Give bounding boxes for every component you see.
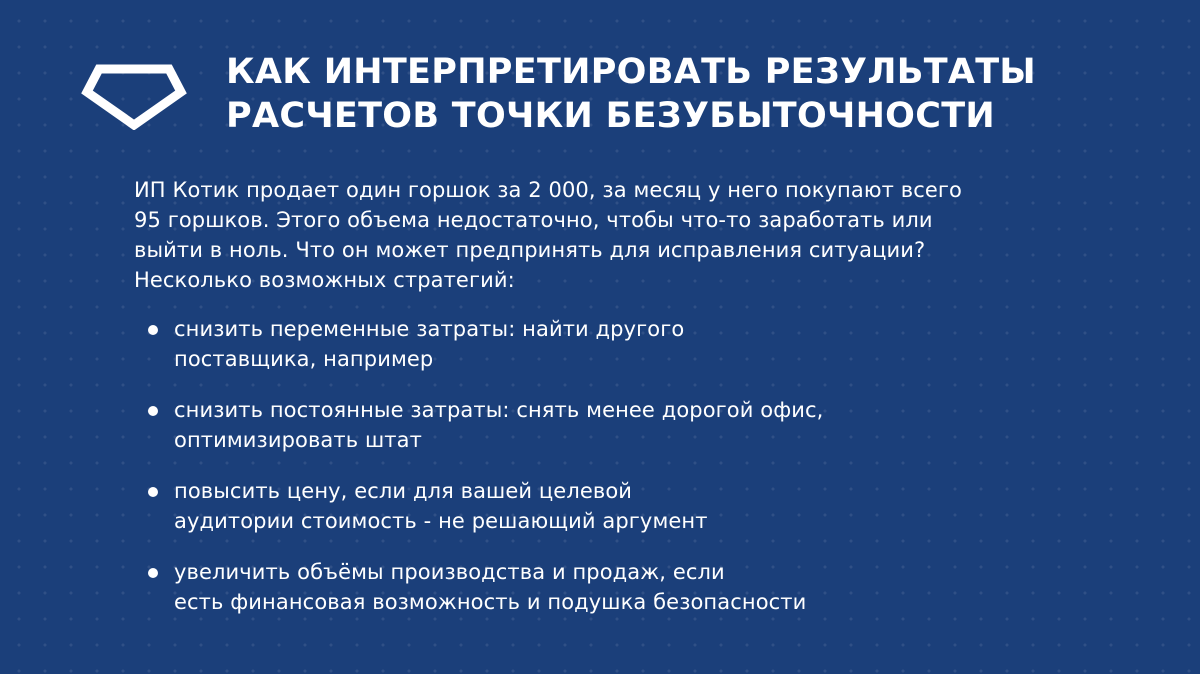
strategy-item [148,314,823,374]
page-title [226,50,1146,138]
strategy-text: оптимизировать штат [174,428,422,452]
intro-line: ИП Котик продает один горшок за 2 000, за месяц у него покупают всего [134,178,962,202]
diamond-logo-icon [80,62,188,130]
strategy-text: есть финансовая возможность и подушка безопасности [174,590,807,614]
strategy-text: снизить постоянные затраты: снять менее дорогой офис, [174,398,824,422]
strategy-item [148,476,823,536]
title-line-2: РАСЧЕТОВ ТОЧКИ БЕЗУБЫТОЧНОСТИ [226,96,995,136]
strategy-item [148,557,823,617]
intro-line: 95 горшков. Этого объема недостаточно, чтобы что-то заработать или [134,208,933,232]
intro-line: выйти в ноль. Что он может предпринять для исправления ситуации? [134,238,926,262]
strategy-text: снизить переменные затраты: найти другого [174,317,685,341]
bullet-dot-icon [148,406,158,416]
bullet-dot-icon [148,325,158,335]
intro-paragraph [134,175,1124,295]
bullet-dot-icon [148,487,158,497]
title-line-1: КАК ИНТЕРПРЕТИРОВАТЬ РЕЗУЛЬТАТЫ [226,52,1036,92]
strategy-list [148,314,823,638]
strategy-text: повысить цену, если для вашей целевой [174,479,633,503]
strategy-text: аудитории стоимость - не решающий аргумент [174,509,708,533]
intro-line: Несколько возможных стратегий: [134,268,515,292]
bullet-dot-icon [148,568,158,578]
strategy-item [148,395,823,455]
strategy-text: увеличить объёмы производства и продаж, если [174,560,725,584]
strategy-text: поставщика, например [174,347,434,371]
